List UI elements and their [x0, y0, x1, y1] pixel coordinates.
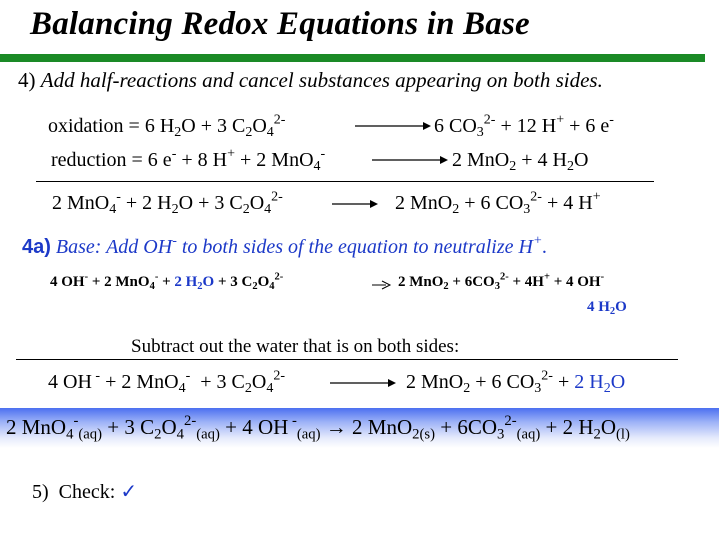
step-4-heading	[18, 68, 603, 93]
step-4a-heading	[22, 233, 548, 259]
reduction-arrow-icon	[372, 154, 448, 166]
step-5-number: 5)	[32, 481, 49, 503]
step-5-check	[32, 479, 137, 504]
title-underline-bar	[0, 54, 705, 62]
reduced-arrow-icon	[330, 377, 396, 389]
subtract-divider-line	[16, 359, 678, 360]
oxidation-equation-left: oxidation = 6 $H_2O + 3$ $C_2O_4^{2-}$	[48, 112, 286, 141]
oxidation-equation-right: 6 $CO_3^{2-} + 12$ H+ + 6 e-	[434, 112, 614, 141]
step-4a-number: 4a)	[22, 236, 51, 258]
reduction-equation-right: 2 MnO$_2$ + 4 $H_2O$	[452, 149, 589, 175]
step-4-number: 4)	[18, 68, 36, 92]
reduced-equation-left: 4 OH - + 2 MnO$_4$- + 3 $C_2O_4^{2-}$	[48, 368, 285, 397]
reduced-equation-right: 2 MnO$_2$ + 6 $CO_3^{2-} + 2$ $H_2O$	[406, 368, 626, 397]
step-4-text: Add half-reactions and cancel substances appearing on both sides.	[40, 68, 603, 92]
sum-equation-left: 2 MnO$_4$- + 2 $H_2O + 3$ $C_2O_4^{2-}$	[52, 189, 283, 218]
neutralized-arrow-icon	[372, 280, 392, 290]
checkmark-icon: ✓	[120, 479, 138, 503]
oxidation-arrow-icon	[355, 120, 431, 132]
subtract-water-note: Subtract out the water that is on both sides:	[131, 336, 460, 357]
neutralized-equation-left: 4 OH- + 2 MnO$_4$- + 2 $H_2O + 3$ $C_2O_4^{2-}$	[50, 271, 284, 293]
neutralized-equation-right: 2 $MnO_2 + 6CO_3^{2-} + 4H^+ + 4$ OH-	[398, 271, 605, 293]
slide-title: Balancing Redox Equations in Base	[30, 6, 530, 42]
step-4a-text: Base: Add OH- to both sides of the equation to neutralize H+.	[55, 233, 548, 258]
water-formed-note: 4 $H_2O$	[587, 299, 627, 318]
sum-equation-right: 2 MnO$_2$ + 6 $CO_3^{2-} + 4$ H+	[395, 189, 601, 218]
step-5-text: Check:	[58, 481, 116, 503]
sum-divider-line	[36, 181, 654, 182]
sum-arrow-icon	[332, 198, 378, 210]
final-balanced-equation: 2 MnO$_4$-$_{(aq)}$ + 3 $C_2O_4^{2-}_{(aq)} + 4$ OH -$_{(aq)}$ → 2 $MnO_{2(s)} + 6CO_3^{2-}_{(aq)} + 2$ $H_2O_{(l)}$	[6, 413, 630, 443]
reduction-label: reduction	[51, 149, 127, 171]
reduction-equation-left: reduction = 6 e- + 8 H+ + 2 MnO$_4$-	[51, 146, 326, 175]
oxidation-label: oxidation	[48, 115, 124, 137]
